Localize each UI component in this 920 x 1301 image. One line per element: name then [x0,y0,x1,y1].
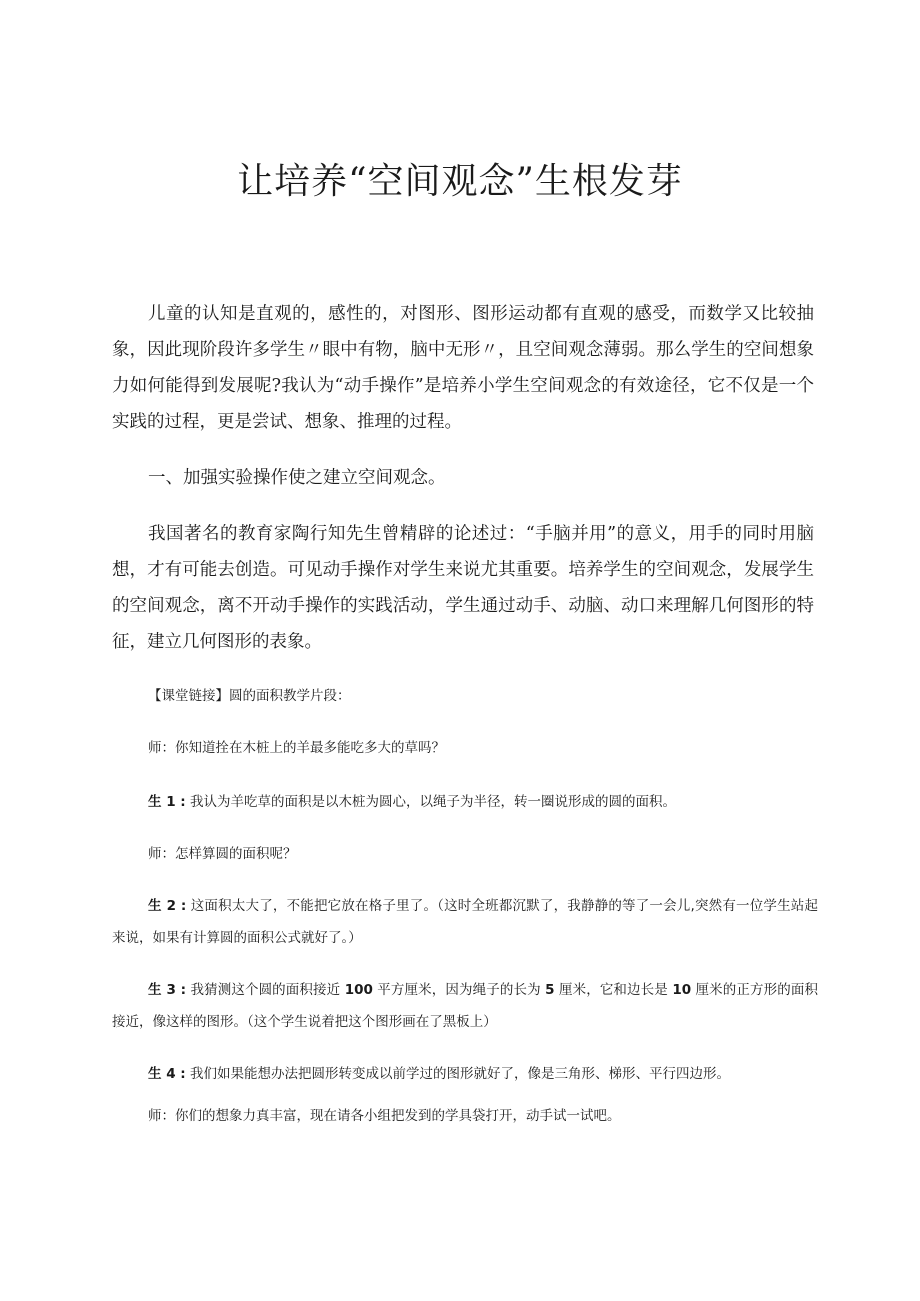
number-5: 5 [545,982,555,998]
speech-text: 厘米，它和边长是 [554,982,673,998]
speaker-label: 生 4 : [148,1066,186,1082]
speech-text: 平方厘米，因为绳子的长为 [372,982,546,998]
speech-text: 厘米的正方形的面积接近，像这样的图形。（这个学生说着把这个图形画在了黑板上） [112,982,818,1030]
number-10: 10 [672,982,692,998]
section-heading-1: 一、加强实验操作使之建立空间观念。 [148,468,446,488]
teacher-line-3: 师：你们的想象力真丰富，现在请各小组把发到的学具袋打开，动手试一试吧。 [148,1108,621,1124]
paragraph-tao-xingzhi: 我国著名的教育家陶行知先生曾精辟的论述过：“手脑并用”的意义，用手的同时用脑想，才有可能去创造。可见动手操作对学生来说尤其重要。培养学生的空间观念，发展学生的空间观念，离不开动手操作的实践活动，学生通过动手、动脑、动口来理解几何图形的特征，建立几何图形的表象。 [112,524,814,652]
document-title: 让培养“空间观念”生根发芽 [237,161,683,202]
student-line-1 [112,786,818,818]
speech-text: 我们如果能想办法把圆形转变成以前学过的图形就好了，像是三角形、梯形、平行四边形。 [185,1066,730,1082]
speech-text: 这面积太大了，不能把它放在格子里了。（这时全班都沉默了，我静静的等了一会儿,突然有一位学生站起来说，如果有计算圆的面积公式就好了。） [112,898,818,946]
teacher-line-1: 师：你知道拴在木桩上的羊最多能吃多大的草吗？ [148,740,445,756]
paragraph-intro: 儿童的认知是直观的，感性的，对图形、图形运动都有直观的感受，而数学又比较抽象，因此现阶段许多学生〃眼中有物，脑中无形〃，且空间观念薄弱。那么学生的空间想象力如何能得到发展呢?我认为“动手操作”是培养小学生空间观念的有效途径，它不仅是一个实践的过程，更是尝试、想象、推理的过程。 [112,304,814,432]
student-line-4 [112,1058,818,1090]
teacher-line-2: 师：怎样算圆的面积呢？ [148,846,297,862]
speech-text: 我猜测这个圆的面积接近 [186,982,345,998]
student-line-2 [112,890,818,954]
speech-text: 我认为羊吃草的面积是以木桩为圆心，以绳子为半径，转一圈说形成的圆的面积。 [185,794,676,810]
speaker-label: 生 1 : [148,794,186,810]
speaker-label: 生 2 : [148,898,187,914]
student-line-3 [112,974,818,1038]
speaker-label: 生 3 : [148,982,187,998]
number-100: 100 [344,982,373,998]
classroom-link-intro: 【课堂链接】圆的面积教学片段： [148,688,351,704]
